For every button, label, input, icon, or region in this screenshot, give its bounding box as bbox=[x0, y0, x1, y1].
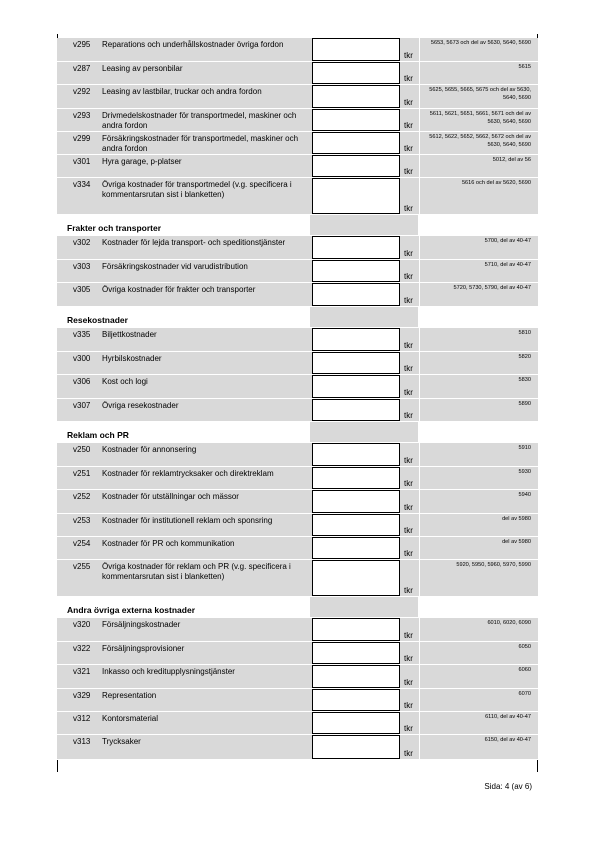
unit-label: tkr bbox=[404, 549, 413, 558]
form-row bbox=[57, 328, 538, 352]
section-header bbox=[57, 307, 538, 328]
variable-code: v303 bbox=[73, 262, 91, 271]
column-divider bbox=[419, 735, 420, 759]
amount-input[interactable] bbox=[312, 467, 400, 489]
column-divider bbox=[419, 467, 420, 489]
amount-input[interactable] bbox=[312, 283, 400, 306]
account-numbers: 6060 bbox=[518, 667, 531, 673]
amount-input[interactable] bbox=[312, 689, 400, 711]
row-description: Kostnader för utställningar och mässor bbox=[102, 492, 239, 501]
account-numbers: del av 5980 bbox=[502, 516, 531, 522]
form-row bbox=[57, 109, 538, 132]
column-divider bbox=[419, 665, 420, 688]
account-numbers: 6050 bbox=[518, 644, 531, 650]
form-row bbox=[57, 132, 538, 155]
row-description: Reparations och underhållskostnader övriga fordon bbox=[102, 40, 284, 49]
column-divider bbox=[419, 490, 420, 513]
form-row bbox=[57, 642, 538, 665]
amount-input[interactable] bbox=[312, 155, 400, 177]
form-row bbox=[57, 62, 538, 85]
column-divider bbox=[419, 399, 420, 421]
amount-input[interactable] bbox=[312, 514, 400, 536]
column-divider bbox=[419, 38, 420, 61]
form-row bbox=[57, 560, 538, 597]
unit-label: tkr bbox=[404, 121, 413, 130]
variable-code: v320 bbox=[73, 620, 91, 629]
unit-label: tkr bbox=[404, 272, 413, 281]
form-row bbox=[57, 178, 538, 215]
column-divider bbox=[419, 352, 420, 374]
row-description: Leasing av lastbilar, truckar och andra fordon bbox=[102, 87, 262, 96]
account-numbers: 5625, 5655, 5665, 5675 och del av 5630, 5640, 5690 bbox=[429, 87, 531, 101]
row-description: Övriga kostnader för transportmedel (v.g. specificera i kommentarsrutan sist i blanketten) bbox=[102, 180, 292, 199]
column-divider bbox=[419, 109, 420, 131]
column-divider bbox=[419, 178, 420, 214]
row-description: Drivmedelskostnader för transportmedel, maskiner och andra fordon bbox=[102, 111, 297, 130]
column-divider bbox=[419, 155, 420, 177]
form-row bbox=[57, 352, 538, 375]
amount-input[interactable] bbox=[312, 665, 400, 688]
amount-input[interactable] bbox=[312, 260, 400, 282]
variable-code: v287 bbox=[73, 64, 91, 73]
column-divider bbox=[419, 514, 420, 536]
amount-input[interactable] bbox=[312, 328, 400, 351]
amount-input[interactable] bbox=[312, 375, 400, 398]
section-title: Reklam och PR bbox=[67, 430, 129, 440]
variable-code: v329 bbox=[73, 691, 91, 700]
variable-code: v251 bbox=[73, 469, 91, 478]
account-numbers: 5930 bbox=[518, 469, 531, 475]
column-divider bbox=[419, 375, 420, 398]
variable-code: v334 bbox=[73, 180, 91, 189]
form-row bbox=[57, 155, 538, 178]
variable-code: v293 bbox=[73, 111, 91, 120]
row-description: Kostnader för PR och kommunikation bbox=[102, 539, 235, 548]
form-row bbox=[57, 514, 538, 537]
variable-code: v312 bbox=[73, 714, 91, 723]
unit-label: tkr bbox=[404, 74, 413, 83]
account-numbers: 5616 och del av 5620, 5690 bbox=[461, 180, 531, 186]
section-fill bbox=[310, 307, 418, 327]
row-description: Försäljningsprovisioner bbox=[102, 644, 185, 653]
variable-code: v301 bbox=[73, 157, 91, 166]
variable-code: v253 bbox=[73, 516, 91, 525]
form-row bbox=[57, 283, 538, 307]
section-header bbox=[57, 215, 538, 236]
amount-input[interactable] bbox=[312, 38, 400, 61]
variable-code: v292 bbox=[73, 87, 91, 96]
amount-input[interactable] bbox=[312, 735, 400, 759]
account-numbers: 5920, 5950, 5960, 5970, 5990 bbox=[456, 562, 531, 568]
variable-code: v254 bbox=[73, 539, 91, 548]
account-numbers: 5810 bbox=[518, 330, 531, 336]
unit-label: tkr bbox=[404, 296, 413, 305]
variable-code: v307 bbox=[73, 401, 91, 410]
row-description: Kost och logi bbox=[102, 377, 148, 386]
amount-input[interactable] bbox=[312, 560, 400, 596]
unit-label: tkr bbox=[404, 479, 413, 488]
row-description: Hyra garage, p-platser bbox=[102, 157, 182, 166]
amount-input[interactable] bbox=[312, 85, 400, 108]
variable-code: v300 bbox=[73, 354, 91, 363]
column-divider bbox=[419, 132, 420, 154]
unit-label: tkr bbox=[404, 654, 413, 663]
row-description: Övriga kostnader för reklam och PR (v.g. specificera i kommentarsrutan sist i blanketten) bbox=[102, 562, 291, 581]
form-row bbox=[57, 236, 538, 260]
unit-label: tkr bbox=[404, 526, 413, 535]
account-numbers: 6070 bbox=[518, 691, 531, 697]
account-numbers: 5820 bbox=[518, 354, 531, 360]
section-title: Resekostnader bbox=[67, 315, 128, 325]
amount-input[interactable] bbox=[312, 132, 400, 154]
form-row bbox=[57, 399, 538, 422]
form-row bbox=[57, 490, 538, 514]
form-row bbox=[57, 537, 538, 560]
form-row bbox=[57, 260, 538, 283]
account-numbers: 5615 bbox=[518, 64, 531, 70]
section-header bbox=[57, 422, 538, 443]
account-numbers: 5611, 5621, 5651, 5661, 5671 och del av 5630, 5640, 5690 bbox=[429, 111, 531, 125]
column-divider bbox=[419, 283, 420, 306]
section-title: Andra övriga externa kostnader bbox=[67, 605, 196, 615]
form-row bbox=[57, 443, 538, 467]
amount-input[interactable] bbox=[312, 642, 400, 664]
amount-input[interactable] bbox=[312, 352, 400, 374]
form-row bbox=[57, 85, 538, 109]
variable-code: v250 bbox=[73, 445, 91, 454]
unit-label: tkr bbox=[404, 724, 413, 733]
amount-input[interactable] bbox=[312, 399, 400, 421]
unit-label: tkr bbox=[404, 51, 413, 60]
row-description: Kostnader för lejda transport- och speditionstjänster bbox=[102, 238, 286, 247]
column-divider bbox=[419, 712, 420, 734]
account-numbers: 5710, del av 40-47 bbox=[484, 262, 531, 268]
unit-label: tkr bbox=[404, 388, 413, 397]
amount-input[interactable] bbox=[312, 618, 400, 641]
section-fill bbox=[310, 422, 418, 442]
account-numbers: 6010, 6020, 6090 bbox=[487, 620, 531, 626]
variable-code: v295 bbox=[73, 40, 91, 49]
amount-input[interactable] bbox=[312, 537, 400, 559]
unit-label: tkr bbox=[404, 456, 413, 465]
variable-code: v306 bbox=[73, 377, 91, 386]
row-description: Kostnader för institutionell reklam och sponsring bbox=[102, 516, 273, 525]
unit-label: tkr bbox=[404, 364, 413, 373]
section-header bbox=[57, 597, 538, 618]
row-description: Kostnader för annonsering bbox=[102, 445, 197, 454]
form-row bbox=[57, 38, 538, 62]
account-numbers: 5940 bbox=[518, 492, 531, 498]
variable-code: v335 bbox=[73, 330, 91, 339]
variable-code: v299 bbox=[73, 134, 91, 143]
form-row bbox=[57, 375, 538, 399]
unit-label: tkr bbox=[404, 503, 413, 512]
amount-input[interactable] bbox=[312, 712, 400, 734]
row-description: Trycksaker bbox=[102, 737, 141, 746]
unit-label: tkr bbox=[404, 167, 413, 176]
account-numbers: 5700, del av 40-47 bbox=[484, 238, 531, 244]
row-description: Försäkringskostnader för transportmedel, maskiner och andra fordon bbox=[102, 134, 299, 153]
column-divider bbox=[419, 260, 420, 282]
account-numbers: 6110, del av 40-47 bbox=[485, 714, 531, 720]
unit-label: tkr bbox=[404, 701, 413, 710]
form-row bbox=[57, 618, 538, 642]
amount-input[interactable] bbox=[312, 443, 400, 466]
section-title: Frakter och transporter bbox=[67, 223, 161, 233]
account-numbers: 5830 bbox=[518, 377, 531, 383]
row-description: Leasing av personbilar bbox=[102, 64, 183, 73]
account-numbers: 5653, 5673 och del av 5630, 5640, 5690 bbox=[430, 40, 531, 46]
section-fill bbox=[310, 215, 418, 235]
unit-label: tkr bbox=[404, 678, 413, 687]
column-divider bbox=[419, 642, 420, 664]
form-row bbox=[57, 665, 538, 689]
account-numbers: del av 5980 bbox=[502, 539, 531, 545]
row-description: Kostnader för reklamtrycksaker och direktreklam bbox=[102, 469, 274, 478]
form-row bbox=[57, 712, 538, 735]
unit-label: tkr bbox=[404, 749, 413, 758]
column-divider bbox=[419, 85, 420, 108]
unit-label: tkr bbox=[404, 411, 413, 420]
row-description: Hyrbilskostnader bbox=[102, 354, 162, 363]
unit-label: tkr bbox=[404, 631, 413, 640]
column-divider bbox=[419, 560, 420, 596]
variable-code: v313 bbox=[73, 737, 91, 746]
account-numbers: 6150, del av 40-47 bbox=[484, 737, 531, 743]
variable-code: v305 bbox=[73, 285, 91, 294]
column-divider bbox=[419, 537, 420, 559]
amount-input[interactable] bbox=[312, 178, 400, 214]
variable-code: v255 bbox=[73, 562, 91, 571]
account-numbers: 5910 bbox=[518, 445, 531, 451]
amount-input[interactable] bbox=[312, 490, 400, 513]
unit-label: tkr bbox=[404, 98, 413, 107]
row-description: Representation bbox=[102, 691, 157, 700]
amount-input[interactable] bbox=[312, 109, 400, 131]
form-row bbox=[57, 689, 538, 712]
account-numbers: 5012, del av 56 bbox=[492, 157, 531, 163]
row-description: Inkasso och kreditupplysningstjänster bbox=[102, 667, 235, 676]
amount-input[interactable] bbox=[312, 62, 400, 84]
amount-input[interactable] bbox=[312, 236, 400, 259]
column-divider bbox=[419, 236, 420, 259]
variable-code: v302 bbox=[73, 238, 91, 247]
variable-code: v322 bbox=[73, 644, 91, 653]
unit-label: tkr bbox=[404, 249, 413, 258]
row-description: Kontorsmaterial bbox=[102, 714, 159, 723]
form-row bbox=[57, 467, 538, 490]
unit-label: tkr bbox=[404, 204, 413, 213]
row-description: Övriga resekostnader bbox=[102, 401, 179, 410]
account-numbers: 5612, 5622, 5652, 5662, 5672 och del av 5630, 5640, 5690 bbox=[429, 134, 531, 148]
row-description: Övriga kostnader för frakter och transporter bbox=[102, 285, 256, 294]
variable-code: v252 bbox=[73, 492, 91, 501]
page-number: Sida: 4 (av 6) bbox=[484, 782, 532, 791]
expense-form bbox=[57, 38, 538, 760]
row-description: Försäljningskostnader bbox=[102, 620, 181, 629]
unit-label: tkr bbox=[404, 586, 413, 595]
account-numbers: 5890 bbox=[518, 401, 531, 407]
row-description: Försäkringskostnader vid varudistribution bbox=[102, 262, 248, 271]
column-divider bbox=[419, 328, 420, 351]
variable-code: v321 bbox=[73, 667, 91, 676]
column-divider bbox=[419, 62, 420, 84]
column-divider bbox=[419, 689, 420, 711]
account-numbers: 5720, 5730, 5790, del av 40-47 bbox=[453, 285, 531, 291]
form-row bbox=[57, 735, 538, 760]
column-divider bbox=[419, 443, 420, 466]
unit-label: tkr bbox=[404, 144, 413, 153]
column-divider bbox=[419, 618, 420, 641]
row-description: Biljettkostnader bbox=[102, 330, 157, 339]
section-fill bbox=[310, 597, 418, 617]
unit-label: tkr bbox=[404, 341, 413, 350]
